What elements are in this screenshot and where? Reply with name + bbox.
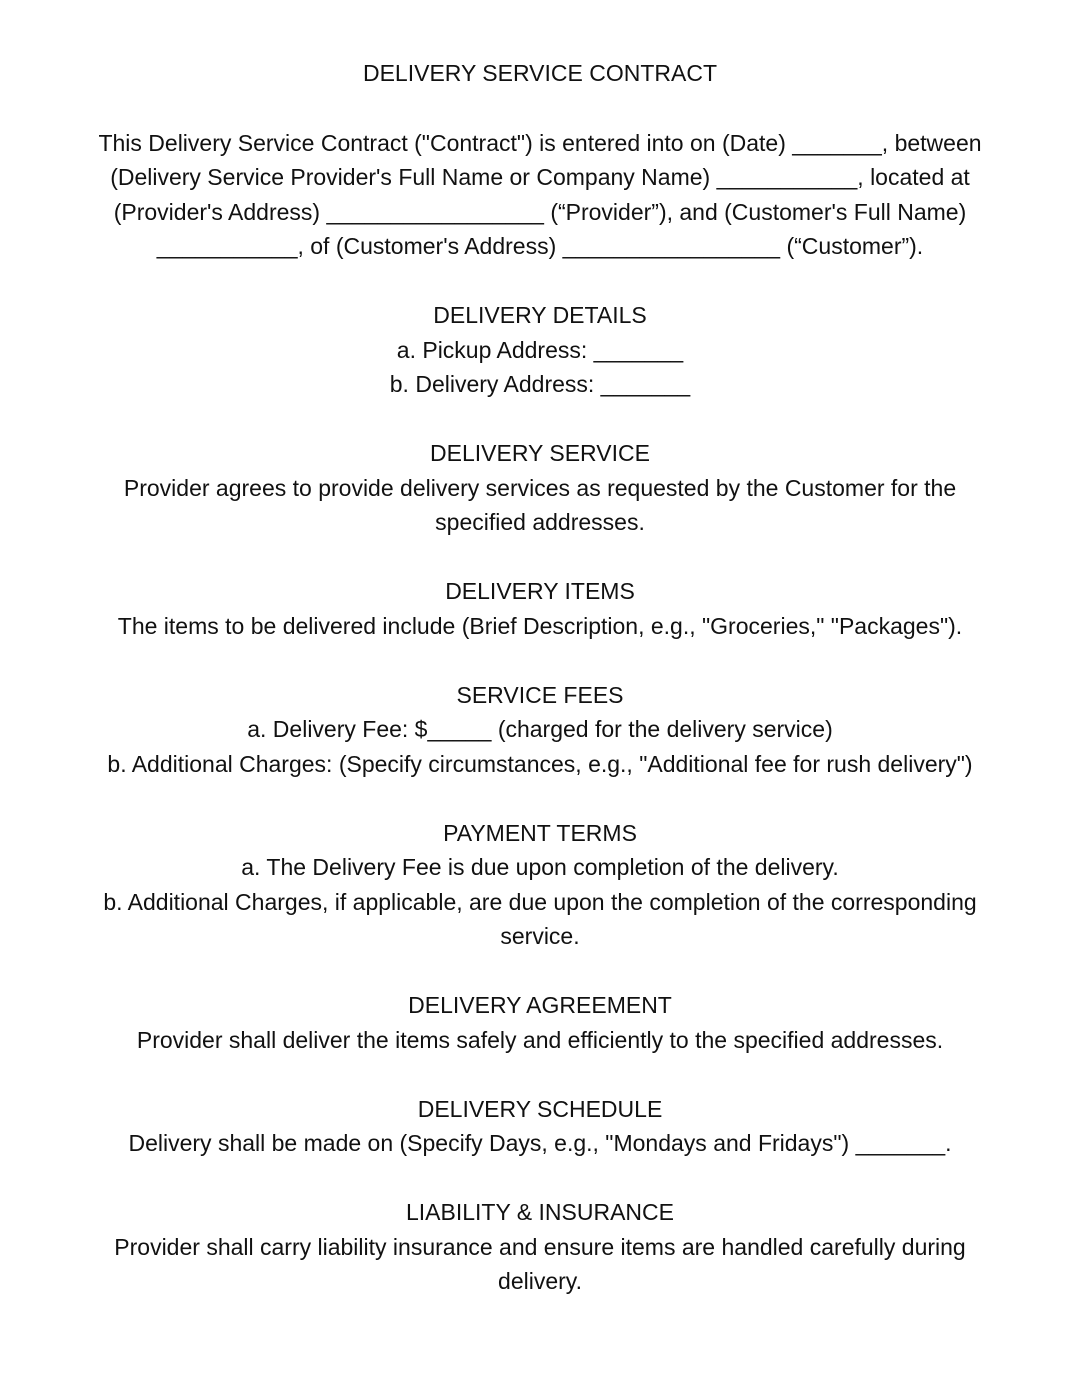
- intro-line: ___________, of (Customer's Address) _________________ (“Customer”).: [156, 233, 924, 259]
- section-text-line: b. Additional Charges, if applicable, are due upon the completion of the corresponding: [103, 888, 977, 915]
- section-delivery-service: [20, 436, 1060, 540]
- section-heading: PAYMENT TERMS: [443, 819, 637, 846]
- section-liability-insurance: [20, 1195, 1060, 1299]
- delivery-fee-line: a. Delivery Fee: $_____ (charged for the delivery service): [247, 716, 833, 742]
- section-text-line: delivery.: [498, 1268, 582, 1294]
- delivery-address-line: b. Delivery Address: _______: [389, 371, 691, 397]
- intro-line: This Delivery Service Contract ("Contract") is entered into on (Date) _______, between: [98, 129, 982, 156]
- section-heading: DELIVERY ITEMS: [445, 578, 635, 604]
- section-heading: DELIVERY AGREEMENT: [408, 992, 672, 1018]
- section-delivery-agreement: [20, 988, 1060, 1057]
- document-title: DELIVERY SERVICE CONTRACT: [362, 60, 718, 86]
- section-text-line: service.: [500, 923, 580, 949]
- intro-line: (Provider's Address) _________________ (“Provider”), and (Customer's Full Name): [113, 198, 967, 225]
- section-text-line: Provider shall carry liability insurance and ensure items are handled carefully during: [114, 1233, 966, 1260]
- section-heading: SERVICE FEES: [456, 681, 624, 708]
- section-service-fees: [20, 678, 1060, 782]
- section-heading: DELIVERY SCHEDULE: [417, 1095, 663, 1122]
- section-text-line: Provider agrees to provide delivery services as requested by the Customer for the: [123, 474, 957, 501]
- section-text-line: specified addresses.: [435, 509, 645, 535]
- additional-charges-line: b. Additional Charges: (Specify circumstances, e.g., "Additional fee for rush delivery"): [107, 750, 973, 777]
- section-text-line: a. The Delivery Fee is due upon completion of the delivery.: [241, 854, 839, 880]
- section-text-line: The items to be delivered include (Brief Description, e.g., "Groceries," "Packages").: [117, 612, 963, 639]
- pickup-address-line: a. Pickup Address: _______: [396, 336, 684, 363]
- section-text-line: Delivery shall be made on (Specify Days, e.g., "Mondays and Fridays") _______.: [128, 1130, 952, 1156]
- section-heading: DELIVERY DETAILS: [433, 302, 647, 328]
- section-heading: DELIVERY SERVICE: [430, 440, 650, 466]
- section-text-line: Provider shall deliver the items safely and efficiently to the specified addresses.: [136, 1026, 944, 1053]
- section-delivery-details: [20, 298, 1060, 402]
- section-delivery-items: [20, 574, 1060, 643]
- intro-paragraph: [20, 126, 1060, 264]
- section-payment-terms: [20, 816, 1060, 954]
- intro-line: (Delivery Service Provider's Full Name or Company Name) ___________, located at: [110, 164, 970, 190]
- section-delivery-schedule: [20, 1092, 1060, 1161]
- section-heading: LIABILITY & INSURANCE: [406, 1199, 674, 1225]
